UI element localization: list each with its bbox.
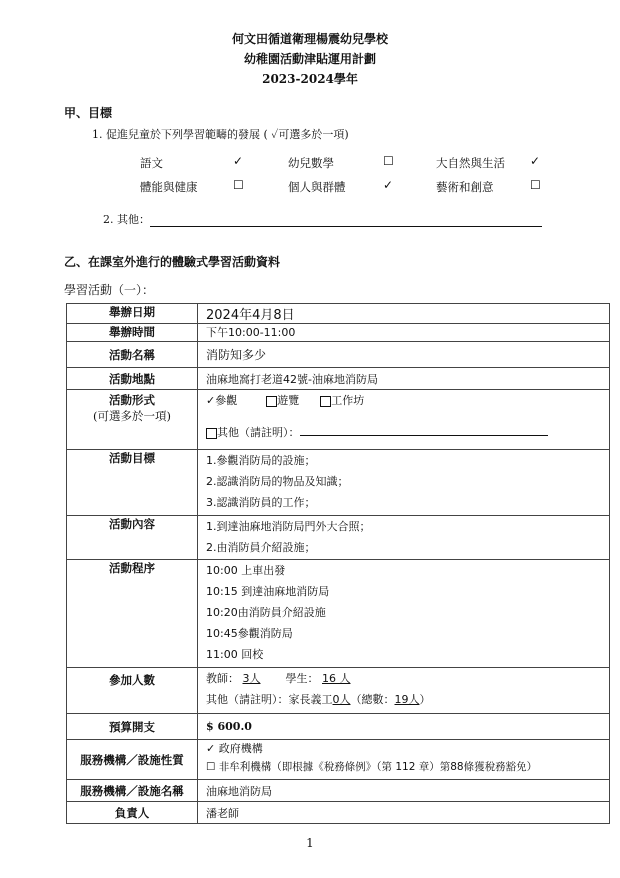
other-goal-line [150,226,542,227]
goal-label-nature: 大自然與生活 [436,156,505,170]
procedure-item: 10:00 上車出發 [206,564,286,577]
place-label: 活動地點 [67,368,198,390]
time-label: 舉辦時間 [67,324,198,342]
content-cell [198,516,610,560]
procedure-item: 11:00 回校 [206,648,264,661]
activity-subtitle: 學習活動（一）： [64,283,155,297]
teacher-label: 教師： [206,672,239,685]
form-option-visit: ✓參觀 [206,394,238,407]
place-value: 油麻地窩打老道42號-油麻地消防局 [198,368,610,390]
goal-label-personal: 個人與群體 [288,180,346,194]
section-b-title: 乙、在課室外進行的體驗式學習活動資料 [64,255,281,269]
objective-item: 1.參觀消防局的設施； [206,454,316,467]
activity-table [66,303,610,824]
form-checkbox-other [206,428,217,439]
goal-mark-language: ✓ [233,154,244,168]
school-name: 何文田循道衛理楊震幼兒學校 [231,32,388,46]
form-option-workshop: 工作坊 [331,394,365,407]
total-label: （總數： [350,693,395,706]
goal-label-physical: 體能與健康 [140,180,198,194]
total-count: 19人 [394,693,420,706]
org-name-label: 服務機構／設施名稱 [67,780,198,802]
time-value: 下午10:00-11:00 [198,324,610,342]
teacher-count: 3人 [242,672,261,685]
goal-mark-personal: ✓ [383,178,394,192]
org-type-nonprofit: ☐ 非牟利機構（即根據《稅務條例》（第 112 章）第88條獲稅務豁免） [206,761,538,773]
content-label: 活動內容 [67,516,198,560]
goal-label-arts: 藝術和創意 [436,180,494,194]
form-option-tour: 遊覽 [277,394,300,407]
procedure-cell [198,560,610,668]
org-type-government: ✓ 政府機構 [206,742,263,755]
form-checkbox-tour [266,396,277,407]
form-other-line [300,425,548,436]
student-count: 16 人 [322,672,351,685]
content-item: 1.到達油麻地消防局門外大合照； [206,520,371,533]
goal-mark-nature: ✓ [530,154,541,168]
goal-item-1: 1. 促進兒童於下列學習範疇的發展 ( ✓可選多於一項) [92,128,349,141]
procedure-item: 10:45參觀消防局 [206,627,293,640]
objective-label: 活動目標 [67,450,198,516]
objective-item: 3.認識消防員的工作； [206,496,316,509]
date-value: 2024年4月8日 [198,304,610,324]
student-label: 學生： [285,672,319,685]
date-label: 舉辦日期 [67,304,198,324]
other-participants-count: 0人 [332,693,351,706]
procedure-item: 10:15 到達油麻地消防局 [206,585,330,598]
budget-value: $ 600.0 [198,714,610,740]
school-year: 2023-2024學年 [262,72,358,86]
org-type-cell [198,740,610,780]
budget-label: 預算開支 [67,714,198,740]
section-a-title: 甲、目標 [64,106,113,120]
plan-title: 幼稚園活動津貼運用計劃 [243,52,376,66]
page-number: 1 [306,836,314,850]
other-participants-label: 其他（請註明）：家長義工 [206,693,333,706]
person-label: 負責人 [67,802,198,824]
objective-cell [198,450,610,516]
participants-label: 參加人數 [67,668,198,714]
org-name-value: 油麻地消防局 [198,780,610,802]
name-label: 活動名稱 [67,342,198,368]
form-value-cell [198,390,610,450]
content-item: 2.由消防員介紹設施； [206,541,316,554]
org-type-label: 服務機構／設施性質 [67,740,198,780]
name-value: 消防知多少 [198,342,610,368]
goal-label-math: 幼兒數學 [288,156,334,170]
goal-mark-arts: ☐ [530,178,541,192]
goal-mark-math: ☐ [383,154,394,168]
goal-mark-physical: ☐ [233,178,244,192]
form-checkbox-workshop [320,396,331,407]
procedure-label: 活動程序 [67,560,198,668]
form-label: 活動形式 [109,393,155,407]
total-end: ） [419,693,431,706]
form-label-cell [67,390,198,450]
goal-label-language: 語文 [140,156,163,170]
form-option-other: 其他（請註明）： [217,426,300,439]
participants-cell [198,668,610,714]
procedure-item: 10:20由消防員介紹設施 [206,606,326,619]
objective-item: 2.認識消防局的物品及知識； [206,475,349,488]
person-value: 潘老師 [198,802,610,824]
goal-item-2: 2. 其他： [103,213,150,226]
form-sublabel: (可選多於一項) [93,409,171,423]
